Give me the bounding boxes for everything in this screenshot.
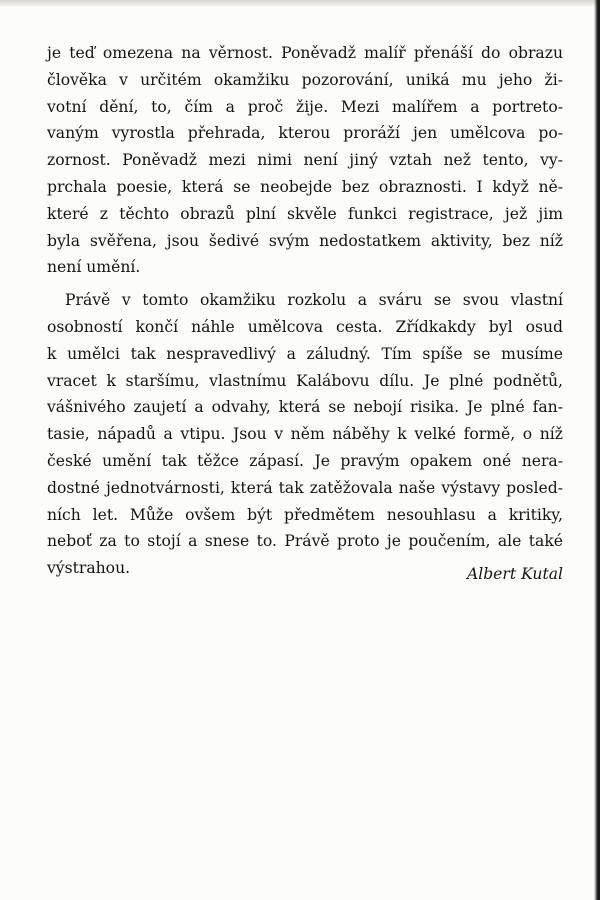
text-line: není umění. xyxy=(47,258,141,277)
text-line: neboť za to stojí a snese to. Právě proto je poučením, ale také xyxy=(47,532,563,551)
text-line: Právě v tomto okamžiku rozkolu a sváru se svou vlastní xyxy=(65,291,563,310)
text-line: vaným vyrostla přehrada, kterou proráží jen umělcova po- xyxy=(47,124,563,143)
text-line: zornost. Poněvadž mezi nimi není jiný vztah než tento, vy- xyxy=(47,151,563,170)
text-line: ních let. Může ovšem být předmětem nesouhlasu a kritiky, xyxy=(47,505,563,524)
text-line: vášnivého zaujetí a odvahy, která se nebojí risika. Je plné fan- xyxy=(47,398,563,417)
paragraph-2 xyxy=(47,287,563,582)
text-line: byla svěřena, jsou šedivé svým nedostatkem aktivity, bez níž xyxy=(47,231,563,250)
body-text xyxy=(47,40,563,582)
text-line: prchala poesie, která se neobejde bez obraznosti. I když ně- xyxy=(47,177,563,196)
text-line: výstrahou. xyxy=(47,559,131,578)
text-line: tasie, nápadů a vtipu. Jsou v něm náběhy k velké formě, o níž xyxy=(47,425,563,444)
text-line: je teď omezena na věrnost. Poněvadž malíř přenáší do obrazu xyxy=(47,44,563,62)
previous-page-bleed xyxy=(0,0,600,7)
text-line: které z těchto obrazů plní skvěle funkci registrace, jež jim xyxy=(47,204,563,223)
scan-edge-shadow xyxy=(594,0,600,900)
text-line: člověka v určitém okamžiku pozorování, uniká mu jeho ži- xyxy=(47,70,563,89)
text-line: votní dění, to, čím a proč žije. Mezi malířem a portreto- xyxy=(47,97,563,116)
text-line: vracet k staršímu, vlastnímu Kalábovu dílu. Je plné podnětů, xyxy=(47,371,563,390)
text-line: k umělci tak nespravedlivý a záludný. Tím spíše se musíme xyxy=(47,344,563,363)
author-signature: Albert Kutal xyxy=(466,565,563,583)
text-line: české umění tak těžce zápasí. Je pravým opakem oné nera- xyxy=(47,451,563,470)
paragraph-1 xyxy=(47,40,563,281)
text-line: osobností končí náhle umělcova cesta. Zřídkakdy byl osud xyxy=(47,317,563,336)
text-line: dostné jednotvárnosti, která tak zatěžovala naše výstavy posled- xyxy=(47,478,563,497)
